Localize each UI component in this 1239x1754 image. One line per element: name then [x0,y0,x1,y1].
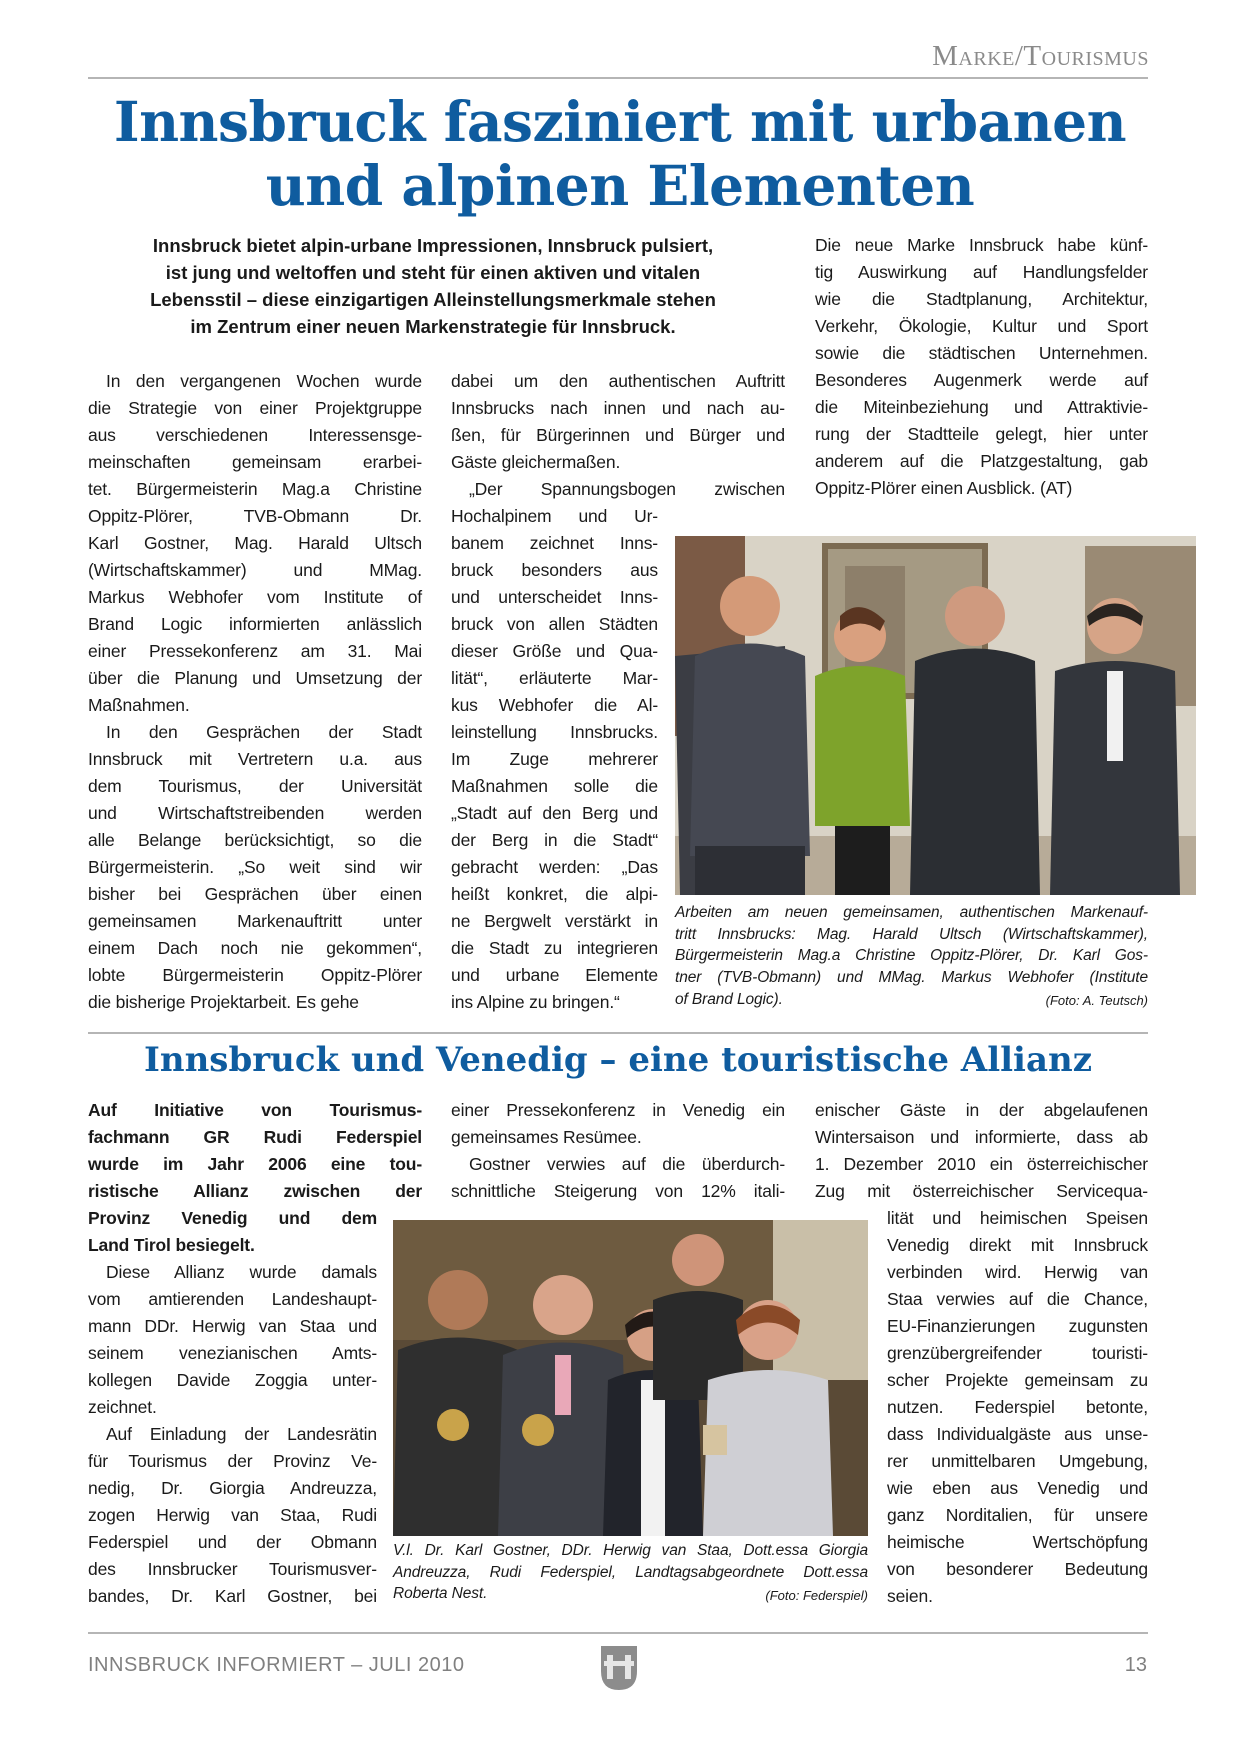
text-line: tet. Bürgermeisterin Mag.a Christine [88,479,422,499]
footer-rule [88,1632,1148,1634]
text-line: ganz Norditalien, für unsere [887,1505,1148,1525]
text-line: „Stadt auf den Berg und [451,803,658,823]
text-line: anderem auf die Platzgestaltung, gab [815,451,1148,471]
text-line: meinschaften gemeinsam erarbei- [88,452,422,472]
text-line: Provinz Venedig und dem [88,1208,377,1228]
text-line: schnittliche Steigerung von 12% itali- [451,1181,785,1201]
text-line: gemeinsames Resümee. [451,1127,642,1147]
text-line: einer Pressekonferenz am 31. Mai [88,641,422,661]
text-line: bruck von allen Städten [451,614,658,634]
lead-line: ist jung und weltoffen und steht für einen aktiven und vitalen [165,262,701,283]
text-line: Die neue Marke Innsbruck habe künf- [815,235,1148,255]
text-line: seinem venezianischen Amts- [88,1343,377,1363]
text-line: und unterscheidet Inns- [451,587,658,607]
text-line: tritt Innsbrucks: Mag. Harald Ultsch (Wirtschaftskammer), [675,925,1148,943]
text-line: Diese Allianz wurde damals [106,1262,377,1282]
text-line: bruck besonders aus [451,560,658,580]
text-line: banem zeichnet Inns- [451,533,658,553]
text-line: und Wirtschaftstreibenden werden [88,803,422,823]
text-line: Maßnahmen. [88,695,190,715]
text-line: Oppitz-Plörer einen Ausblick. (AT) [815,478,1073,498]
text-line: von besonderer Bedeutung [887,1559,1148,1579]
text-line: tner (TVB-Obmann) und MMag. Markus Webhofer (Institute [675,969,1148,987]
text-line: Im Zuge mehrerer [451,749,658,769]
text-line: sowie die städtischen Unternehmen. [815,343,1148,363]
text-line: lität“, erläuterte Mar- [451,668,658,688]
text-line: wurde im Jahr 2006 eine tou- [88,1154,422,1174]
text-line: Hochalpinem und Ur- [451,506,658,526]
text-line: grenzübergreifender touristi- [887,1343,1148,1363]
text-line: seien. [887,1586,933,1606]
text-line: nutzen. Federspiel betonte, [887,1397,1148,1417]
text-line: enischer Gäste in der abgelaufenen [815,1100,1148,1120]
text-line: Karl Gostner, Mag. Harald Ultsch [88,533,422,553]
text-line: gebracht werden: „Das [451,857,658,877]
text-line: gemeinsamen Markenauftritt unter [88,911,422,931]
text-line: verbinden wird. Herwig van [887,1262,1148,1282]
text-line: „Der Spannungsbogen zwischen [469,479,785,499]
text-line: Staa verwies auf die Chance, [887,1289,1148,1309]
text-line: Venedig direkt mit Innsbruck [887,1235,1148,1255]
text-line: zogen Herwig van Staa, Rudi [88,1505,377,1525]
article1-column-3 [815,232,1148,502]
text-line: wie die Stadtplanung, Architektur, [815,289,1148,309]
text-line: Andreuzza, Rudi Federspiel, Landtagsabgeordnete Dott.essa [393,1563,868,1581]
text-line: kus Webhofer die Al- [451,695,658,715]
group-photo-brand-presentation [675,536,1196,895]
text-line: Land Tirol besiegelt. [88,1235,255,1255]
text-line: rung der Stadtteile gelegt, hier unter [815,424,1148,444]
article2-column-1-top [88,1097,422,1205]
text-line: wie eben aus Venedig und [887,1478,1148,1498]
article2-column-1-bottom [88,1205,377,1610]
article1-column-1 [88,368,422,1016]
text-line: Auf Initiative von Tourismus- [88,1100,422,1120]
text-line: Markus Webhofer vom Institute of [88,587,422,607]
text-line: bisher bei Gesprächen über einen [88,884,422,904]
text-line: die Strategie von einer Projektgruppe [88,398,422,418]
article-title-line-1: Innsbruck fasziniert mit urbanen [113,89,1127,154]
text-line: tig Auswirkung auf Handlungsfelder [815,262,1148,282]
photo-credit-wrap [675,902,1148,1010]
section-divider [88,1032,1148,1034]
photo-credit: (Foto: Federspiel) [765,1588,868,1603]
lead-line: Innsbruck bietet alpin-urbane Impressionen, Innsbruck pulsiert, [152,235,714,256]
article2-column-3-top [815,1097,1148,1205]
text-line: EU-Finanzierungen zugunsten [887,1316,1148,1336]
text-line: Verkehr, Ökologie, Kultur und Sport [815,316,1148,336]
text-line: vom amtierenden Landeshaupt- [88,1289,377,1309]
text-line: ins Alpine zu bringen.“ [451,992,620,1012]
text-line: Bürgermeisterin. „So weit sind wir [88,857,422,877]
text-line: Brand Logic informierten anlässlich [88,614,422,634]
text-line: kollegen Davide Zoggia unter- [88,1370,377,1390]
photo-credit: (Foto: A. Teutsch) [1045,993,1148,1008]
text-line: bandes, Dr. Karl Gostner, bei [88,1586,377,1606]
text-line: Roberta Nest. [393,1585,488,1603]
text-line: scher Projekte gemeinsam zu [887,1370,1148,1390]
text-line: (Wirtschaftskammer) und MMag. [88,560,422,580]
text-line: des Innsbrucker Tourismusver- [88,1559,377,1579]
text-line: In den Gesprächen der Stadt [106,722,422,742]
text-line: of Brand Logic). [675,990,783,1008]
photo-credit-wrap-2 [393,1540,868,1605]
text-line: Oppitz-Plörer, TVB-Obmann Dr. [88,506,422,526]
text-line: dem Tourismus, der Universität [88,776,422,796]
text-line: V.l. Dr. Karl Gostner, DDr. Herwig van Staa, Dott.essa Giorgia [393,1542,868,1559]
text-line: dieser Größe und Qua- [451,641,658,661]
text-line: aus verschiedenen Interessensge- [88,425,422,445]
lead-line: im Zentrum einer neuen Markenstrategie für Innsbruck. [190,316,676,337]
text-line: über die Planung und Umsetzung der [88,668,422,688]
page-number: 13 [1124,1654,1147,1676]
article1-column-2-top [451,368,785,503]
text-line: Innsbrucks nach innen und nach au- [451,398,785,418]
group-photo-alliance [393,1220,868,1536]
text-line: und urbane Elemente [451,965,658,985]
text-line: ristische Allianz zwischen der [88,1181,422,1201]
article-lead [88,232,778,340]
text-line: für Tourismus der Provinz Ve- [88,1451,377,1471]
article2-title: Innsbruck und Venedig – eine touristische Allianz [143,1040,1093,1080]
text-line: Besonderes Augenmerk werde auf [815,370,1148,390]
text-line: nedig, Dr. Giorgia Andreuzza, [88,1478,377,1498]
innsbruck-coat-of-arms-icon [600,1645,638,1691]
text-line: dabei um den authentischen Auftritt [451,371,785,391]
text-line: heimische Wertschöpfung [887,1532,1148,1552]
text-line: die Stadt zu integrieren [451,938,658,958]
header-rule [88,77,1148,79]
text-line: ne Bergwelt verstärkt in [451,911,658,931]
text-line: alle Belange berücksichtigt, so die [88,830,422,850]
text-line: Arbeiten am neuen gemeinsamen, authentischen Markenauf- [675,904,1148,921]
text-line: dass Individualgäste aus unse- [887,1424,1148,1444]
text-line: Maßnahmen solle die [451,776,658,796]
text-line: die bisherige Projektarbeit. Es gehe [88,992,359,1012]
text-line: Federspiel und der Obmann [88,1532,377,1552]
text-line: Gäste gleichermaßen. [451,452,621,472]
article-title-line-2: und alpinen Elementen [265,153,975,218]
article1-column-2-bottom [451,503,658,1016]
text-line: Wintersaison und informierte, dass ab [815,1127,1148,1147]
text-line: Zug mit österreichischer Servicequa- [815,1181,1148,1201]
text-line: einem Dach noch nie gekommen“, [88,938,422,958]
text-line: ßen, für Bürgerinnen und Bürger und [451,425,785,445]
text-line: einer Pressekonferenz in Venedig ein [451,1100,785,1120]
text-line: fachmann GR Rudi Federspiel [88,1127,422,1147]
footer-publication: INNSBRUCK INFORMIERT – JULI 2010 [88,1654,465,1676]
text-line: lität und heimischen Speisen [887,1208,1148,1228]
text-line: zeichnet. [88,1397,157,1417]
lead-line: Lebensstil – diese einzigartigen Alleinstellungsmerkmale stehen [150,289,716,310]
article2-column-3-bottom [887,1205,1148,1610]
text-line: Bürgermeisterin Mag.a Christine Oppitz-Plörer, Dr. Karl Gos- [675,947,1148,965]
article2-column-2 [451,1097,785,1205]
text-line: Innsbruck mit Vertretern u.a. aus [88,749,422,769]
text-line: rer unmittelbaren Umgebung, [887,1451,1148,1471]
text-line: leinstellung Innsbrucks. [451,722,658,742]
text-line: lobte Bürgermeisterin Oppitz-Plörer [88,965,422,985]
text-line: der Berg in die Stadt“ [451,830,658,850]
text-line: heißt konkret, die alpi- [451,884,658,904]
text-line: Auf Einladung der Landesrätin [106,1424,377,1444]
text-line: die Miteinbeziehung und Attraktivie- [815,397,1148,417]
text-line: 1. Dezember 2010 ein österreichischer [815,1154,1148,1174]
section-label: Marke/Tourismus [932,40,1149,72]
text-line: In den vergangenen Wochen wurde [106,371,422,391]
text-line: mann DDr. Herwig van Staa und [88,1316,377,1336]
text-line: Gostner verwies auf die überdurch- [469,1154,785,1174]
